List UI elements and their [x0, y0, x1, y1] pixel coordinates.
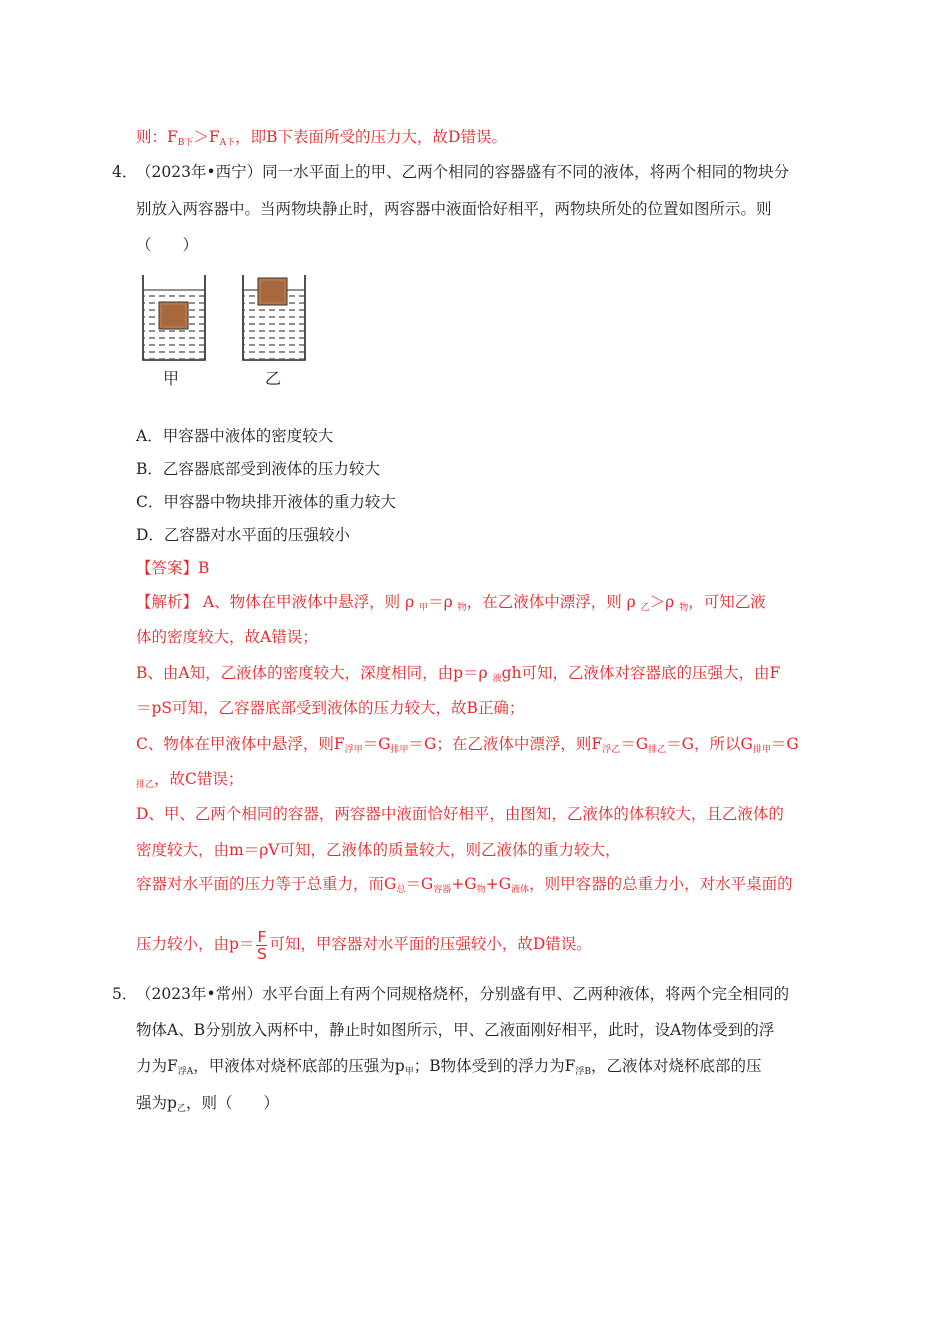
analysis-line8: 密度较大，由m＝ρV可知，乙液体的质量较大，则乙液体的重力较大， [136, 841, 621, 859]
q5-stem-line4: 强为$p_乙$，则（ ） [136, 1094, 279, 1114]
q4-stem-line1: （2023年•西宁）同一水平面上的甲、乙两个相同的容器盛有不同的液体，将两个相同的物块分 [136, 163, 790, 181]
analysis-line7: D、甲、乙两个相同的容器，两容器中液面恰好相平，由图知，乙液体的体积较大，且乙液体的 [136, 805, 784, 823]
q5-stem-line3: 力为$F_{浮A}$，甲液体对烧杯底部的压强为$p_甲$；B物体受到的浮力为$F_{浮B}$，乙液体对烧杯底部的压 [136, 1057, 762, 1077]
analysis-line2: 体的密度较大，故A错误； [136, 628, 318, 646]
q5-number: 5． [112, 985, 138, 1003]
q4-option-a: A．甲容器中液体的密度较大 [136, 427, 334, 445]
analysis-line4: ＝pS可知，乙容器底部受到液体的压力较大，故B正确； [136, 699, 525, 717]
q5-stem-line2: 物体A、B分别放入两杯中，静止时如图所示，甲、乙液面刚好相平，此时，设A物体受到的浮 [136, 1021, 775, 1039]
analysis-line10: 压力较小，由p＝ $\frac{F}{S}$ 可知，甲容器对水平面的压强较小，故D错误。 [136, 927, 592, 963]
q4-number: 4． [112, 163, 138, 181]
container-jia [143, 275, 205, 360]
analysis-line1: 【解析】 A、物体在甲液体中悬浮，则 ρ $_甲$＝ρ $_物$，在乙液体中漂浮，则 ρ $_乙$＞ρ $_物$，可知乙液 [136, 593, 766, 613]
fraction-f-over-s: $\frac{F}{S}$ [256, 927, 267, 963]
q4-stem-line3: （ ） [136, 236, 199, 254]
analysis-line6: $_{排乙}$，故C错误； [136, 770, 244, 790]
q4-answer: 【答案】B [136, 559, 210, 577]
q4-option-b: B．乙容器底部受到液体的压力较大 [136, 460, 380, 478]
q4-option-c: C．甲容器中物块排开液体的重力较大 [136, 493, 396, 511]
figure-label-jia: 甲 [163, 369, 180, 388]
analysis-line5: C、物体在甲液体中悬浮，则$F_{浮甲}=G_{排甲}=G$；在乙液体中漂浮，则$F_{浮乙}=G_{排乙}=G$，所以$G_{排甲}=G$ [136, 735, 799, 755]
q5-stem-line1: （2023年•常州）水平台面上有两个同规格烧杯，分别盛有甲、乙两种液体，将两个完全相同的 [136, 985, 790, 1003]
prev-conclusion-line: 则：$F_{B下}>F_{A下}$，即B下表面所受的压力大，故D错误。 [136, 128, 507, 148]
q4-option-d: D．乙容器对水平面的压强较小 [136, 526, 350, 544]
container-yi [243, 275, 305, 360]
figure-label-yi: 乙 [265, 369, 282, 388]
analysis-line9: 容器对水平面的压力等于总重力，而$G_总=G_{容器}+G_物+G_{液体}$，则甲容器的总重力小，对水平桌面的 [136, 875, 793, 895]
analysis-line3: B、由A知，乙液体的密度较大，深度相同，由p＝ρ $_液$gh可知，乙液体对容器底的压强大，由F [136, 664, 781, 684]
q4-stem-line2: 别放入两容器中。当两物块静止时，两容器中液面恰好相平，两物块所处的位置如图所示。则 [136, 200, 772, 218]
